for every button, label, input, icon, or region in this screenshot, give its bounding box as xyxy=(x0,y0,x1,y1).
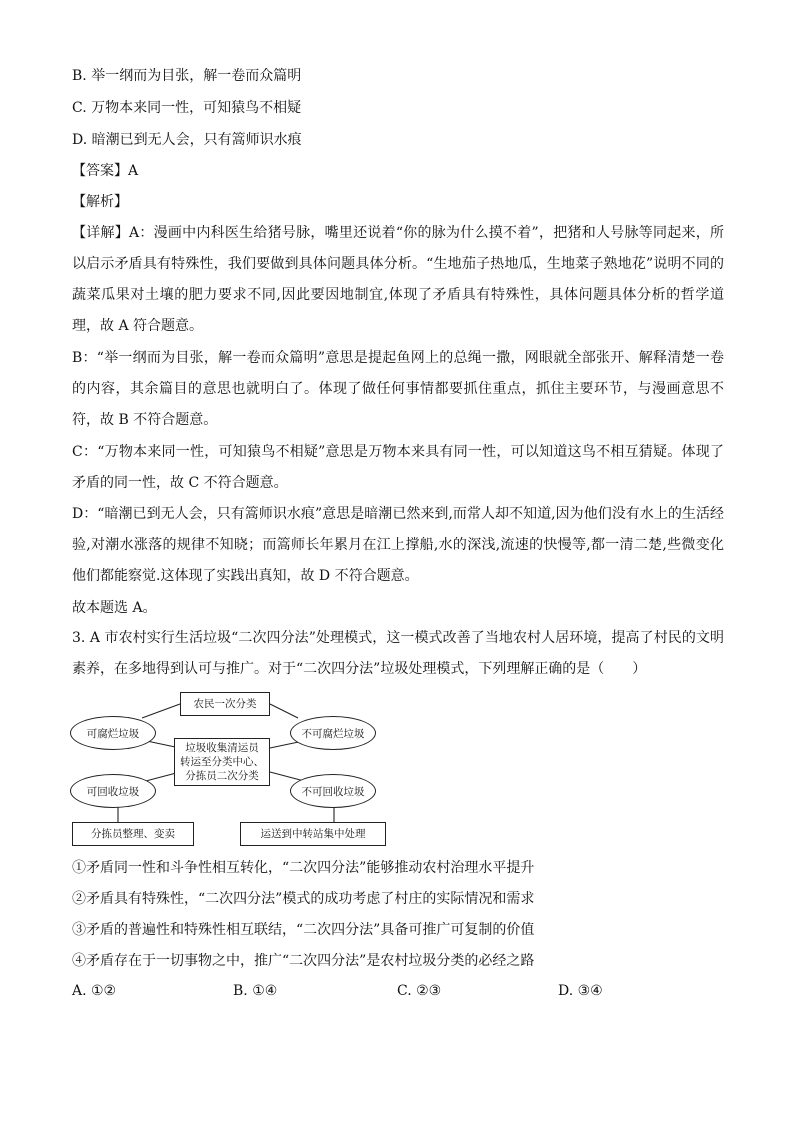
diagram-box-sell: 分拣员整理、变卖 xyxy=(72,822,194,846)
diagram-box-first-sort: 农民一次分类 xyxy=(180,692,270,716)
choice-d: D. ③④ xyxy=(558,983,603,999)
choice-a: A. ①② xyxy=(72,983,117,999)
detail-a-paragraph: 【详解】A：漫画中内科医生给猪号脉，嘴里还说着“你的脉为什么摸不着”，把猪和人号脉等同起来，所以启示矛盾具有特殊性，我们要做到具体问题具体分析。“生地茄子热地瓜，生地菜子熟地花”说明不同的蔬菜瓜果对土壤的肥力要求不同,因此要因地制宜,体现了矛盾具有特殊性，具体问题具体分析的哲学道理，故 A 符合题意。 xyxy=(72,225,724,334)
option-d: D. 暗潮已到无人会，只有篙师识水痕 xyxy=(72,132,302,148)
diagram-ellipse-nonrecyclable: 不可回收垃圾 xyxy=(290,774,376,808)
conclusion-line: 故本题选 A。 xyxy=(72,600,157,616)
diagram-box-second-sort: 垃圾收集清运员 转运至分类中心、 分拣员二次分类 xyxy=(174,738,270,786)
statement-2: ②矛盾具有特殊性，“二次四分法”模式的成功考虑了村庄的实际情况和需求 xyxy=(72,891,535,907)
choice-c: C. ②③ xyxy=(397,983,442,999)
answer-label: 【答案】A xyxy=(72,163,139,179)
choice-b: B. ①④ xyxy=(233,983,278,999)
statement-4: ④矛盾存在于一切事物之中，推广“二次四分法”是农村垃圾分类的必经之路 xyxy=(72,953,535,969)
detail-c-paragraph: C：“万物本来同一性，可知猿鸟不相疑”意思是万物本来具有同一性，可以知道这鸟不相互猜疑。体现了矛盾的同一性，故 C 不符合题意。 xyxy=(72,444,724,491)
option-c: C. 万物本来同一性，可知猿鸟不相疑 xyxy=(72,100,302,116)
detail-b-paragraph: B：“举一纲而为目张，解一卷而众篇明”意思是提起鱼网上的总绳一撒，网眼就全部张开、解释清楚一卷的内容，其余篇目的意思也就明白了。体现了做任何事情都要抓住重点，抓住主要环节，与漫画意思不符，故 B 不符合题意。 xyxy=(72,350,724,428)
diagram-ellipse-perishable: 可腐烂垃圾 xyxy=(70,716,156,750)
diagram-ellipse-nonperishable: 不可腐烂垃圾 xyxy=(290,716,376,750)
statement-3: ③矛盾的普遍性和特殊性相互联结，“二次四分法”具备可推广可复制的价值 xyxy=(72,922,535,938)
diagram-ellipse-recyclable: 可回收垃圾 xyxy=(70,774,156,808)
statement-1: ①矛盾同一性和斗争性相互转化，“二次四分法”能够推动农村治理水平提升 xyxy=(72,860,535,876)
detail-d-paragraph: D：“暗潮已到无人会，只有篙师识水痕”意思是暗潮已然来到,而常人却不知道,因为他们没有水上的生活经验,对潮水涨落的规律不知晓；而篙师长年累月在江上撑船,水的深浅,流速的快慢等,都一清二楚,些微变化他们都能察觉.这体现了实践出真知，故 D 不符合题意。 xyxy=(72,506,724,584)
question-3-stem: 3. A 市农村实行生活垃圾“二次四分法”处理模式，这一模式改善了当地农村人居环境，提高了村民的文明素养，在多地得到认可与推广。对于“二次四分法”垃圾处理模式，下列理解正确的是（ ） xyxy=(72,630,724,677)
analysis-heading: 【解析】 xyxy=(72,194,128,210)
diagram-box-transfer: 运送到中转站集中处理 xyxy=(240,822,386,846)
option-b: B. 举一纲而为目张，解一卷而众篇明 xyxy=(72,68,302,84)
